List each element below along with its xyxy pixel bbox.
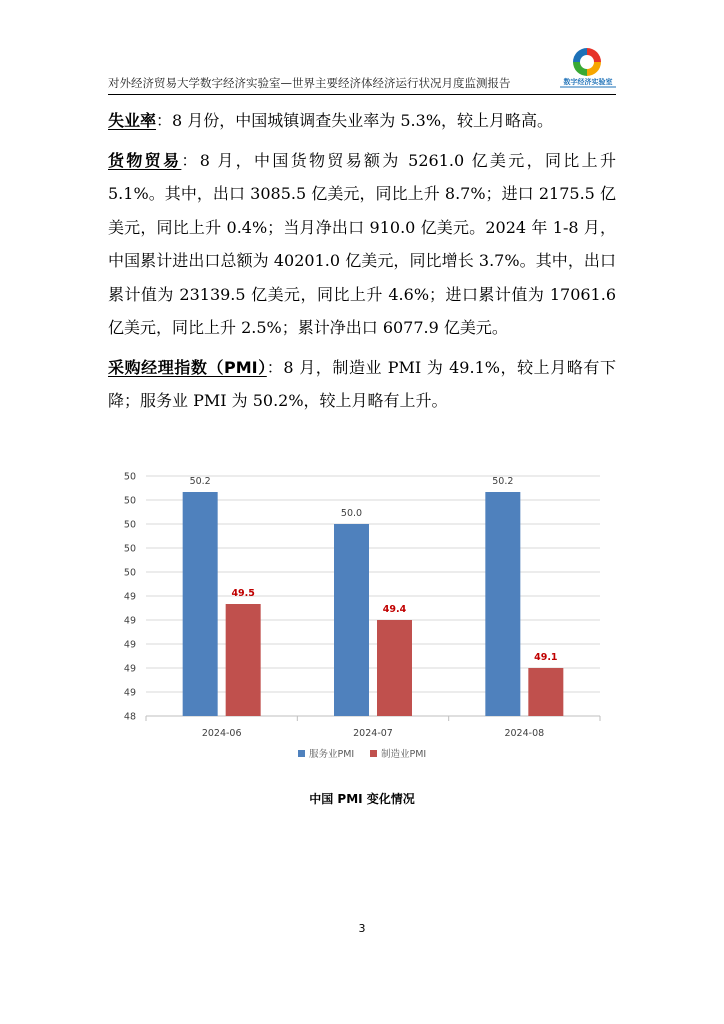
text-pmi: ：8 月，制造业 PMI 为 49.1%，较上月略有下降；服务业 PMI 为 50.2%，较上月略有上升。	[108, 357, 616, 410]
lead-unemployment: 失业率	[108, 111, 157, 130]
legend-swatch	[298, 750, 305, 757]
legend-label: 服务业PMI	[309, 749, 355, 760]
logo-underline	[560, 86, 616, 88]
data-label: 50.2	[492, 476, 514, 487]
legend-label: 制造业PMI	[381, 749, 427, 760]
y-tick-label: 50	[123, 543, 136, 555]
logo-text: 数字经济实验室	[563, 78, 613, 86]
bar	[183, 492, 218, 716]
text-unemployment: ：8 月份，中国城镇调查失业率为 5.3%，较上月略高。	[156, 111, 554, 130]
y-tick-label: 49	[123, 639, 136, 651]
lab-logo	[560, 48, 616, 92]
legend-swatch	[370, 750, 377, 757]
data-label: 50.0	[340, 508, 363, 519]
lead-trade: 货物贸易	[108, 150, 182, 170]
y-tick-label: 48	[123, 711, 136, 723]
logo-emblem-icon	[573, 48, 601, 76]
lead-pmi: 采购经理指数（PMI）	[108, 357, 267, 377]
data-label: 50.2	[189, 476, 211, 487]
paragraph-unemployment	[108, 104, 616, 138]
data-label: 49.4	[382, 604, 407, 615]
y-tick-label: 49	[123, 687, 136, 699]
y-tick-label: 50	[123, 495, 136, 507]
bar	[377, 620, 412, 716]
text-trade: ：8 月，中国货物贸易额为 5261.0 亿美元，同比上升 5.1%。其中，出口 3085.5 亿美元，同比上升 8.7%；进口 2175.5 亿美元，同比上升 0.4%；当月净出口 910.0 亿美元。2024 年 1-8 月，中国累计进出口总额为 40201.0 亿美元，同比增长 3.7%。其中，出口累计值为 23139.5 亿美元，同比上升 4.6%；进口累计值为 17061.6 亿美元，同比上升 2.5%；累计净出口 6077.9 亿美元。	[108, 150, 616, 337]
pmi-chart	[108, 462, 618, 772]
page-header	[108, 72, 616, 95]
data-label: 49.1	[534, 652, 558, 663]
pmi-chart-svg	[108, 462, 618, 772]
bar	[226, 604, 261, 716]
x-tick-label: 2024-06	[201, 728, 242, 739]
paragraph-trade	[108, 144, 616, 345]
y-tick-label: 50	[123, 519, 136, 531]
y-tick-label: 49	[123, 615, 136, 627]
y-tick-label: 49	[123, 663, 136, 675]
chart-caption: 中国 PMI 变化情况	[309, 792, 415, 806]
x-tick-label: 2024-07	[353, 728, 393, 739]
x-tick-label: 2024-08	[504, 728, 545, 739]
bar	[334, 524, 369, 716]
data-label: 49.5	[231, 588, 255, 599]
y-tick-label: 50	[123, 567, 136, 579]
page-number: 3	[358, 922, 366, 935]
bar	[528, 668, 563, 716]
bar	[485, 492, 520, 716]
body-text	[108, 104, 616, 418]
y-tick-label: 49	[123, 591, 136, 603]
y-tick-label: 50	[123, 471, 136, 483]
header-title: 对外经济贸易大学数字经济实验室—世界主要经济体经济运行状况月度监测报告	[108, 76, 511, 90]
paragraph-pmi	[108, 351, 616, 418]
